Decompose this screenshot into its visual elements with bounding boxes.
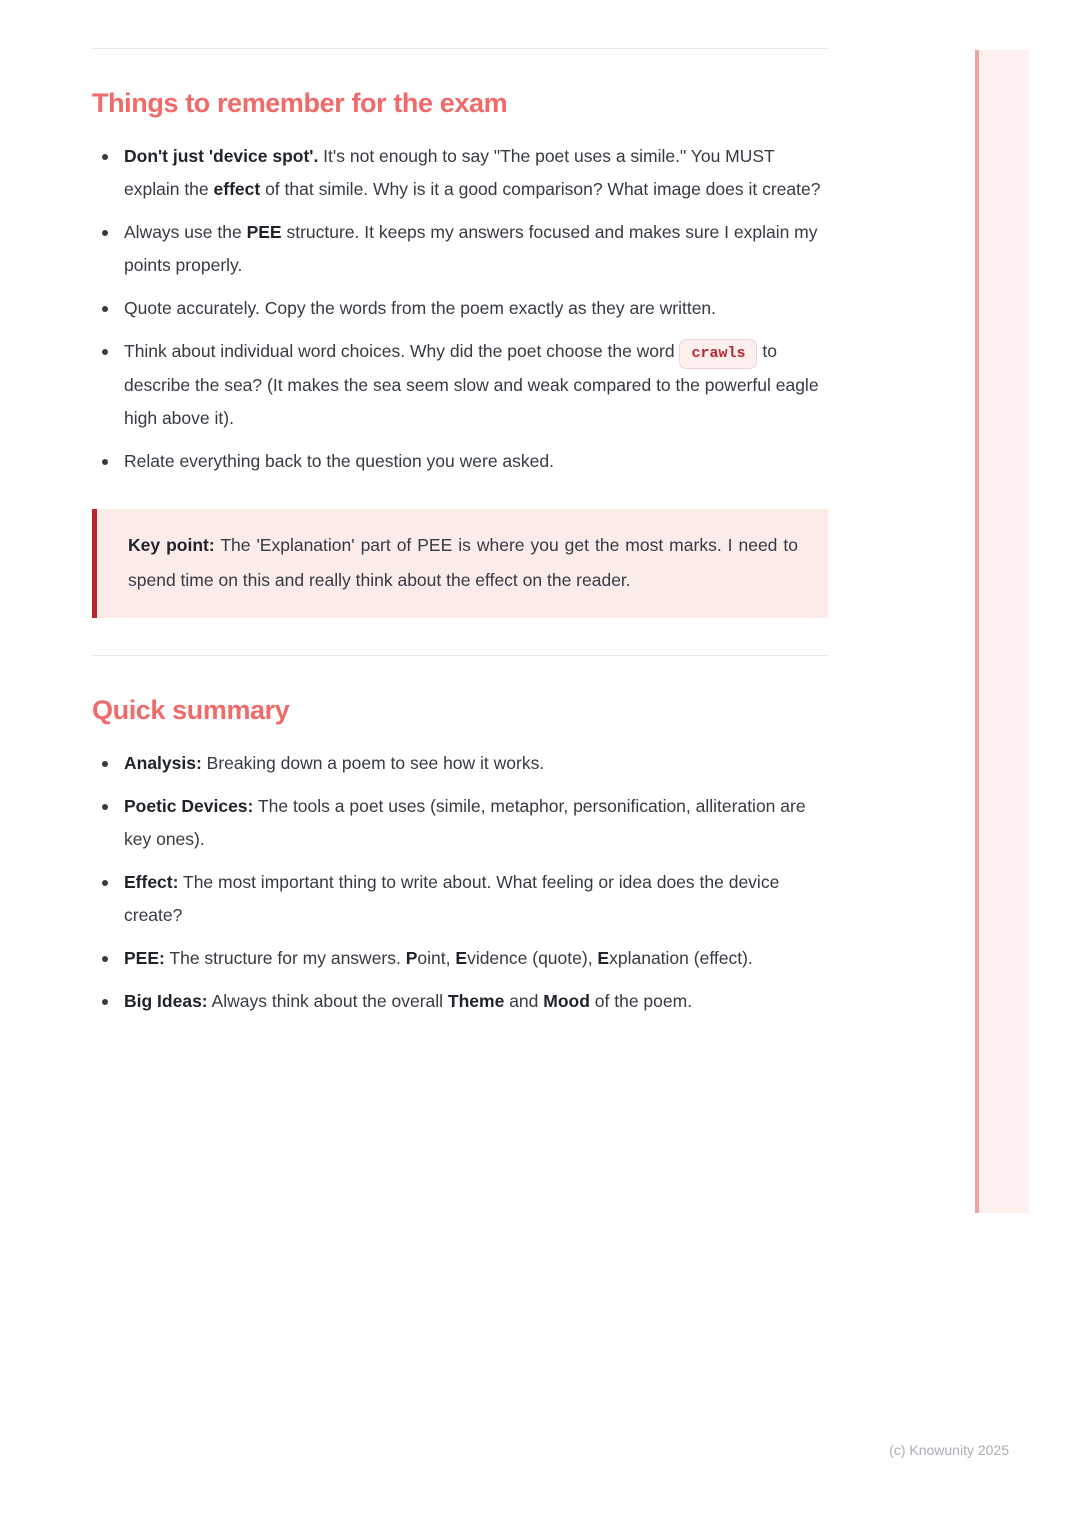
quick-summary-section [92, 694, 828, 1018]
text-segment: E [597, 948, 610, 968]
content-column [92, 0, 828, 1028]
text-segment: Mood [543, 991, 590, 1011]
list-item [92, 747, 828, 780]
text-segment: The most important thing to write about. What feeling or idea does the device create? [124, 872, 780, 925]
text-segment: The tools a poet uses (simile, metaphor, personification, alliteration are key ones). [124, 796, 806, 849]
text-segment: P [405, 948, 418, 968]
text-segment: Analysis: [124, 753, 202, 773]
list-item [92, 985, 828, 1018]
text-segment: The structure for my answers. [164, 948, 406, 968]
text-segment: oint, [417, 948, 456, 968]
text-segment: Effect: [124, 872, 179, 892]
text-segment: Always think about the overall [207, 991, 448, 1011]
text-segment: Quote accurately. Copy the words from the poem exactly as they are written. [124, 298, 717, 318]
list-item [92, 790, 828, 856]
section-heading-quick-summary: Quick summary [92, 695, 290, 725]
text-segment: of that simile. Why is it a good comparison? What image does it create? [260, 179, 821, 199]
inline-code-chip: crawls [679, 339, 757, 369]
things-to-remember-section [92, 87, 828, 618]
list-item [92, 445, 828, 478]
footer-copyright: (c) Knowunity 2025 [889, 1442, 1009, 1458]
exam-tips-list [92, 140, 828, 478]
text-segment: structure. It keeps my answers focused and makes sure I explain my points properly. [124, 222, 818, 275]
text-segment: E [455, 948, 468, 968]
text-segment: Always use the [124, 222, 247, 242]
top-divider [92, 48, 828, 49]
text-segment: to describe the sea? (It makes the sea seem slow and weak compared to the powerful eagle high above it). [124, 341, 819, 428]
text-segment: Don't just 'device spot'. [124, 146, 319, 166]
text-segment: Big Ideas: [124, 991, 208, 1011]
text-segment: vidence (quote), [467, 948, 598, 968]
text-segment: Theme [447, 991, 505, 1011]
callout-text: The 'Explanation' part of PEE is where you get the most marks. I need to spend time on this and really think about the effect on the reader. [128, 535, 798, 590]
text-segment: It's not enough to say "The poet uses a simile." You MUST explain the [124, 146, 775, 199]
text-segment: Breaking down a poem to see how it works. [201, 753, 545, 773]
list-item [92, 866, 828, 932]
list-item [92, 292, 828, 325]
list-item [92, 140, 828, 206]
callout-label: Key point: [128, 535, 215, 555]
text-segment: and [504, 991, 544, 1011]
key-point-callout [92, 509, 828, 618]
text-segment: xplanation (effect). [609, 948, 753, 968]
section-heading-things-to-remember: Things to remember for the exam [92, 88, 508, 118]
text-segment: effect [213, 179, 261, 199]
text-segment: Relate everything back to the question you were asked. [124, 451, 554, 471]
text-segment: Think about individual word choices. Why did the poet choose the word [124, 341, 680, 361]
list-item [92, 216, 828, 282]
text-segment: of the poem. [589, 991, 693, 1011]
text-segment: Poetic Devices: [124, 796, 254, 816]
side-accent-panel [979, 50, 1029, 1213]
summary-list [92, 747, 828, 1018]
list-item [92, 942, 828, 975]
list-item [92, 335, 828, 435]
text-segment: PEE [246, 222, 282, 242]
mid-divider [92, 655, 828, 656]
text-segment: PEE: [124, 948, 165, 968]
